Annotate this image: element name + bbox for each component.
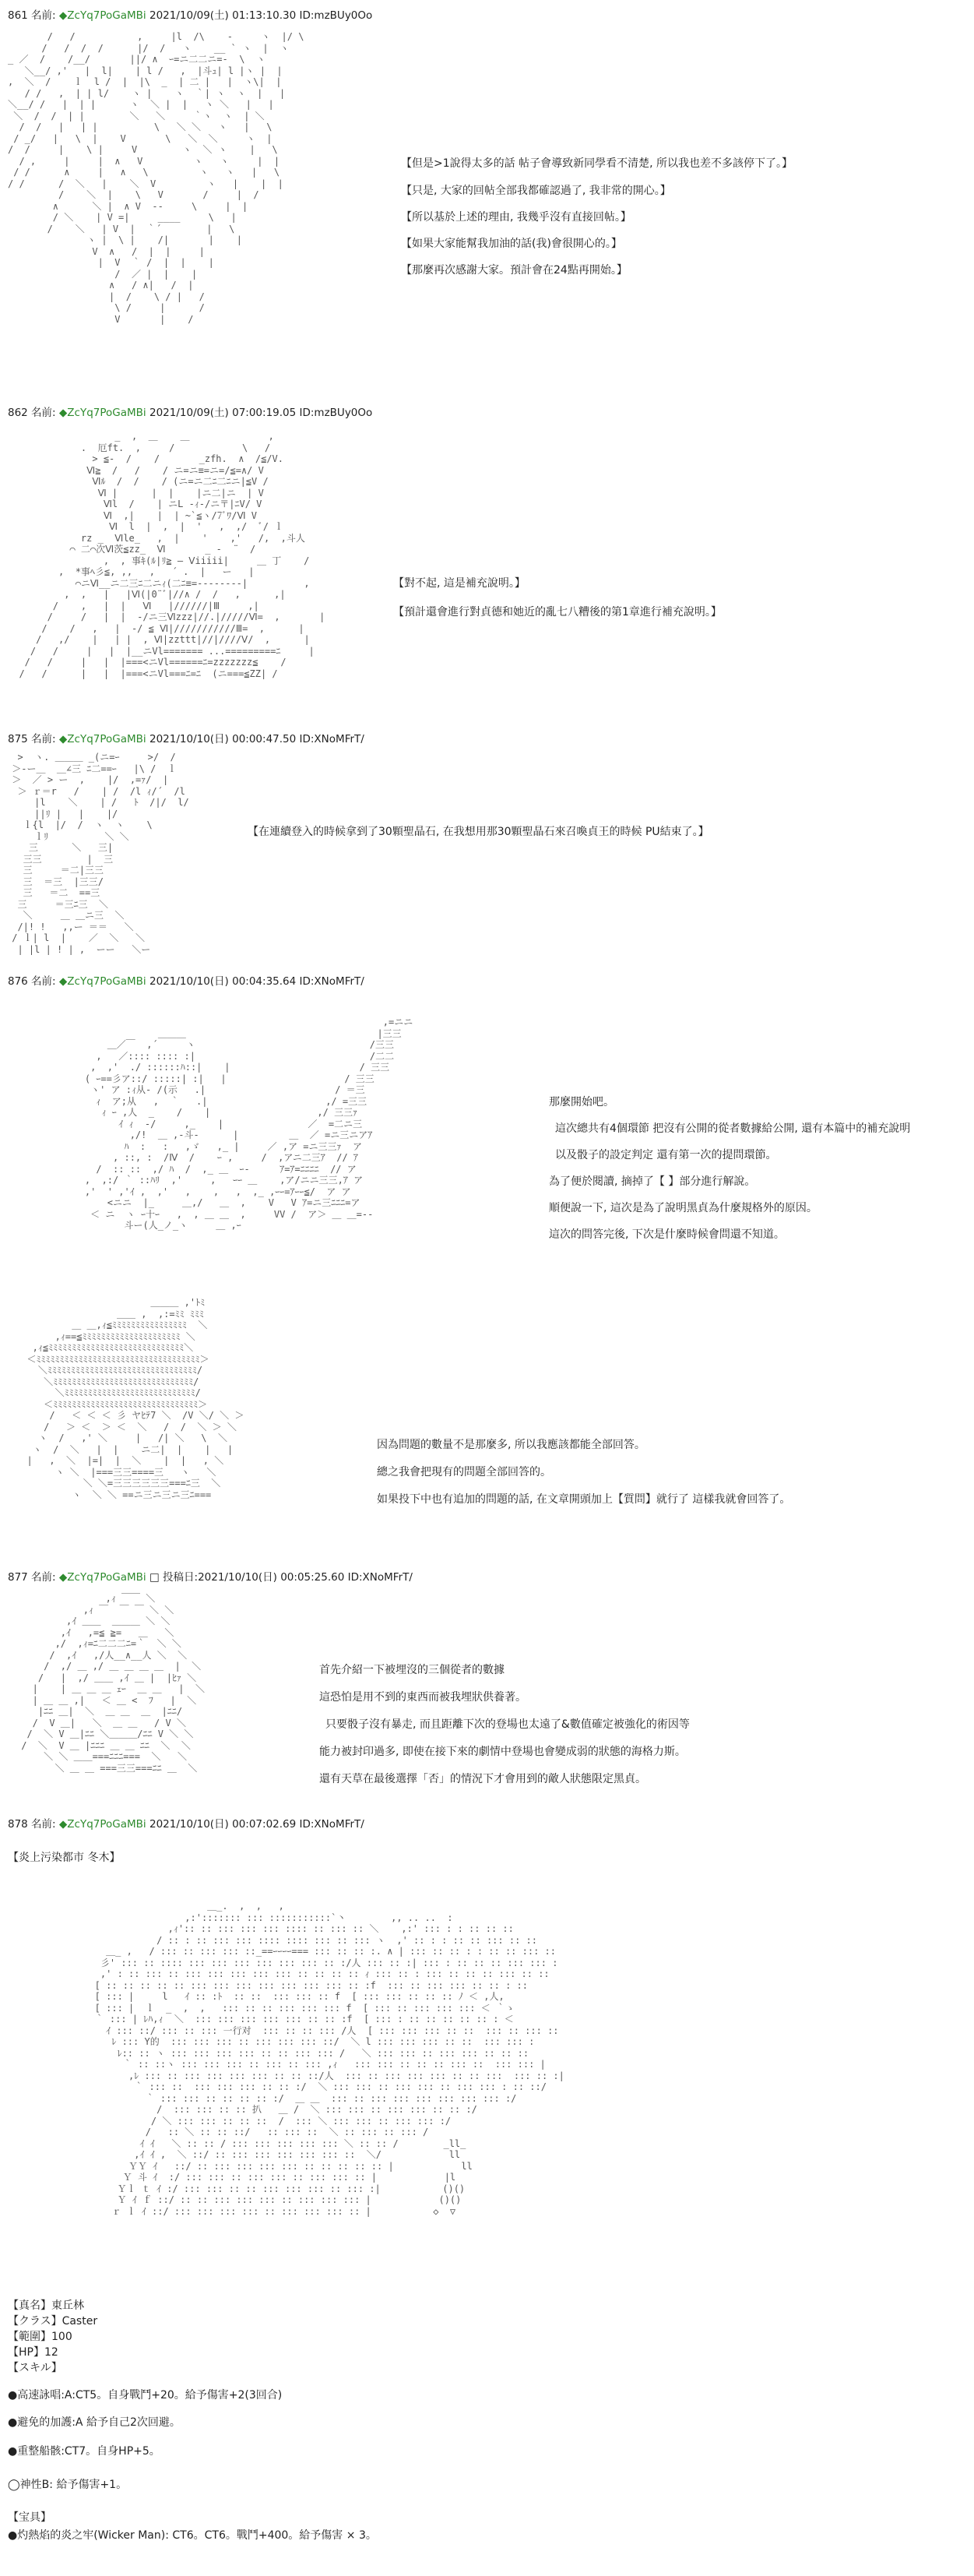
noble-phantasm-heading: 【宝具】 xyxy=(8,2511,51,2524)
stat-line: 【真名】東丘林 xyxy=(8,2299,84,2312)
post-line: 因為問題的數量不是那麼多, 所以我應該都能全部回答。 xyxy=(377,1439,645,1451)
post-number: 878 名前: xyxy=(8,1818,56,1831)
post-line: 【只是, 大家的回帖全部我都確認過了, 我非常的開心。】 xyxy=(401,185,671,197)
stat-line: 【範圍】100 xyxy=(8,2331,72,2343)
post-line: 【如果大家能幫我加油的話(我)會很開心的。】 xyxy=(401,238,622,250)
post-number: 877 名前: xyxy=(8,1571,56,1584)
post-line: 能力被封印過多, 即使在接下來的劇情中登場也會變成弱的狀態的海格力斯。 xyxy=(319,1746,686,1758)
post-line: 總之我會把現有的問題全部回答的。 xyxy=(377,1466,551,1478)
skill-line: ●高速詠唱:A:CT5。自身戰鬥+20。給予傷害+2(3回合) xyxy=(8,2389,283,2402)
stat-line: 【クラス】Caster xyxy=(8,2315,98,2328)
post-number: 862 名前: xyxy=(8,407,56,419)
ascii-art: ,ｨ ￣￣ ＼ ,ｨ ￣ ￣ ￣ ＼ ＼ ,ｲ ＿＿ ＿＿＿ ＼ ＼ ,ｲ ,=≦ ≧= ＿ ＼ ,/ ,ｨ=ﾆ二二二ﾆ=｀ ＼ ＼ / ,ｲ ,/人__∧__人 ＼ ＼ / ,/ ＿ ,/ ＿ ＿ ＿ ＿ | ＼ / | ,/ ＿＿ ,ｲ ＿ | |ﾋｧ ＼ | | ＿ ＿ ＿ ｪｰ ＿ ＿ | ＼ | ＿ ＿ ,| ＜ ＿ < ﾌ | ＼ |ﾆﾆ ＿| ＼ ＿ ＿ ＿ |ﾆﾆ/ / V ＿| ＼ ＿ ＿ / V ＼ / ＼ V ＿|ﾆﾆ ＼＿＿＿/ﾆﾆ V ＼ ＼ / ＼ V ＿ |ﾆﾆﾆ ＿ ＿ ﾆﾆ ＼ ＼ ＼ ＼ ＿＿===ﾆﾆﾆ=== ＼ ＼ ＼ ＿ ＿ ===三三===ﾆﾆ ＿ ＼ xyxy=(21,1593,205,1774)
skill-line: ●避免的加護:A 給予自己2次回避。 xyxy=(8,2416,181,2429)
ascii-art: ＿＿＿ ,'ﾄﾐ ＿＿ , ,:=ﾐﾐ ﾐﾐﾐ ＿ ＿,ｨ≦ﾐﾐﾐﾐﾐﾐﾐﾐﾐﾐﾐﾐﾐﾐﾐﾐ ＼ ,ｨ==≦ﾐﾐﾐﾐﾐﾐﾐﾐﾐﾐﾐﾐﾐﾐﾐﾐﾐﾐﾐﾐﾐ ＼ ,ｨ≦ﾐﾐﾐﾐﾐﾐﾐﾐﾐﾐﾐﾐﾐﾐﾐﾐﾐﾐﾐﾐﾐﾐﾐﾐﾐﾐﾐﾐﾐ＼ ＜ﾐﾐﾐﾐﾐﾐﾐﾐﾐﾐﾐﾐﾐﾐﾐﾐﾐﾐﾐﾐﾐﾐﾐﾐﾐﾐﾐﾐﾐﾐﾐﾐﾐﾐﾐ＞ ＼ﾐﾐﾐﾐﾐﾐﾐﾐﾐﾐﾐﾐﾐﾐﾐﾐﾐﾐﾐﾐﾐﾐﾐﾐﾐﾐﾐﾐﾐﾐﾐﾐ/ ＼ﾐﾐﾐﾐﾐﾐﾐﾐﾐﾐﾐﾐﾐﾐﾐﾐﾐﾐﾐﾐﾐﾐﾐﾐﾐﾐﾐﾐﾐﾐ/ ＼ﾐﾐﾐﾐﾐﾐﾐﾐﾐﾐﾐﾐﾐﾐﾐﾐﾐﾐﾐﾐﾐﾐﾐﾐﾐﾐﾐﾐ/ ＜ﾐﾐﾐﾐﾐﾐﾐﾐﾐﾐﾐﾐﾐﾐﾐﾐﾐﾐﾐﾐﾐﾐﾐﾐﾐﾐﾐﾐﾐﾐﾐ＞ / ＜ ＜ ＜ 彡 ヤﾋﾃ7 ＼ /V ＼/ ＼ ＞ / ＞ ＜ ＞ ＜ ＼ / / ＼ ＞ ＼ ヽ / ,' ＼ | /| ＼ \ ＼ ヽ / ＼ | | ニ二| | | | | , ＼ |=| | ＼ | | , ＼ ヽ ＼ |===三三====三 ヽ ＼ ＼ ＼=三三三三三三===ﾆ三 ＼ ヽ ＼ ＼ ==ニ三ニ三ニ三ﾆ=== xyxy=(26,1297,244,1500)
ascii-art: > ヽ. ＿＿＿ _(ニ=ｰ >/ / ＞-ー＿ ＿∠三 ﾆ二==ｰ |\ / ｌ ＞ ／ > ー , |/ ,=ｧ/ | ＞ ｒ＝r / | / /l ｨ/´ /l |l ＼ | / ﾄ /|/ l/ ||ﾘ | | |/ ｌ{l |/ / ヽ ヽ \ ｌﾘ ＼ ＼ 三 ＼ 三| 三三 | 三 三 ＝二|三三 三 ＝三 |三三/ 三 ＝二 ==三 三 ＝三ﾆ三 ＼ ＼ ＿ ＿ニ三 ＼ /|! ! ,,ー ＝＝ ＼ / ｌ| l | ／ ＼ ＼ | |l | ! | , ーー ＼ー xyxy=(12,752,189,955)
post-line: 以及骰子的設定判定 還有第一次的提問環節。 xyxy=(555,1149,777,1161)
stat-line: 【スキル】 xyxy=(8,2362,62,2374)
ascii-art: ,=ニニ ＿＿＿ |三三 ＿／￣ ,´ ヽ /三三 , ／:::: :::: :| /二二 , ,' ./ ::::::ﾊ::| | / 三三 ( ｰ==彡ア::/ :::::| :| | / 三三 ヽ' ア :ｨ从- /(示 .| / ＝三 ｨ ア;从 , ｀ .| ,/ =三三 ｨ ｰ ,人 _ / | ,/ 三三ｧ ｲ ｨ -/ ,_ | ／ =二ニ三 ,/! ＿ ,-斗- | ＿ ／ =ニ三ニアｱ ﾊ : : ,ゞ ,_ | ／ ,ア =ニ三三ｧ ア , ::, : /Ⅳ / ｰ , / ,アニ二三ｱ // ｱ / :: :: ,/ ﾊ / ,_ ＿ ｰ- ｱ=ｱ=ﾆﾆﾆﾆ // ア , ,:/ ｀ ::ﾊﾘ ,' , ｰｰ ＿ ,ア/ニニ三三,ｱ ア ,' ' ,'ｲ , ,' , , , ,_ ,ｰｰ=ｱｰｰ≦/ ア ア <ニニ |_ ＿,/ ＿ , V V ｱ=ニ三ﾆﾆﾆ=ア ＜ ニ ヽ ｰ十ｰ , , ＿ ＿ , VV / ア＞ ＿ ＿=-- 斗ー(人_ノ_ヽ ＿ ,ｰ xyxy=(84,1017,413,1231)
post-date: 2021/10/10(日) 00:04:35.64 ID:XNoMFrT/ xyxy=(149,975,364,988)
post-header xyxy=(8,6,372,22)
post-date: 2021/10/09(土) 07:00:19.05 ID:mzBUy0Oo xyxy=(149,407,373,419)
post-line: 只要骰子沒有暴走, 而且距離下次的登場也太遠了&數值確定被強化的術因等 xyxy=(325,1718,690,1731)
poster-name[interactable]: ◆ZcYq7PoGaMBi xyxy=(58,1571,146,1584)
post-line: 這次總共有4個環節 把沒有公開的從者數據給公開, 還有本篇中的補充說明 xyxy=(555,1122,911,1135)
post-line: 【對不起, 這是補充說明。】 xyxy=(393,577,526,590)
post-number: 876 名前: xyxy=(8,975,56,988)
post-line: 還有天草在最後選擇「否」的情況下才會用到的敵人狀態限定黑貞。 xyxy=(319,1773,646,1785)
post-line: 【預計還會進行對貞德和她近的亂七八糟後的第1章進行補充說明。】 xyxy=(393,606,722,618)
post-date: 2021/10/10(日) 00:07:02.69 ID:XNoMFrT/ xyxy=(149,1818,364,1831)
post-line: 【在連續登入的時候拿到了30顆聖晶石, 在我想用那30顆聖晶石來召喚貞王的時候 PU結束了。】 xyxy=(248,826,709,838)
post-header xyxy=(8,972,364,988)
post-line: 首先介紹一下被埋沒的三個從者的數據 xyxy=(319,1664,505,1676)
post-line: 這恐怕是用不到的東西而被我埋狀供養著。 xyxy=(319,1691,526,1704)
skill-line: ◯神性B: 給予傷害+1。 xyxy=(8,2479,128,2491)
post-number: 861 名前: xyxy=(8,9,56,22)
post-line: 【那麼再次感謝大家。預計會在24點再開始。】 xyxy=(401,264,628,277)
poster-name[interactable]: ◆ZcYq7PoGaMBi xyxy=(58,9,146,22)
poster-name[interactable]: ◆ZcYq7PoGaMBi xyxy=(58,407,146,419)
poster-name[interactable]: ◆ZcYq7PoGaMBi xyxy=(58,975,146,988)
post-line: 【但是>1說得太多的話 帖子會導致新同學看不清楚, 所以我也差不多該停下了。】 xyxy=(401,157,793,170)
post-line: 順便說一下, 這次是為了說明黑貞為什麼規格外的原因。 xyxy=(549,1202,818,1214)
post-header xyxy=(8,1568,413,1584)
ascii-art: ＿_. , , , ,:'::::::: ::: :::::::::::`丶 ,, .. .. : ,ｨ':: :: ::: ::: ::: :::: :: ::: :: ＼ ,:' ::: : : :: :: :: / :: : :: ::: ::: :::: :::: ::: :: ::: ヽ ,' :: : : :: :: ::: :: :: ＿_ , / ::: :: ::: ::: ::_==ｰｰｰｰ=== ::: :: :: :. ∧ | ::: :: :: : : :: :: ::: :: 彡' ::: :: :::: ::: ::: ::: ::: ::: ::: :: :/人 ::: :: :| ::: : :: :: :: ::: ::: : ,' : :: ::: :: ::: ::: ::: ::: ::: :: :: :: :: ｨ ::: :: : ::: :: :: :: ::: :: :: [ :: :: :: :: :: ::: ::: ::: ::: ::: ::: ::: :: :f ::: :: ::: ::: :: :: : :: [ ::: | l ｲ :: :ﾄ :: :: ::: ::: :: f [ ::: ::: :: :: :: ﾉ ＜ ,人, [ ::: | ｌ _ , , ::: :: :: ::: ::: ::: f [ ::: :: ::: ::: ::: ＜ ｀ゝ ｀ ::: | ﾚﾊ,ｨ ＼ ::: ::: ::: ::: ::: :: :: :f [ ::: : :: :: :: :: :: : ＜ ｲ ::: ::/ ::: :: ::: 一行对 ::: :: :: ::: /人 [ ::: ::: ::: :: :: ::: :: ::: :: ﾚ ::: Y的 ::: ::: ::: :: ::: ::: ::: ::/ ＼ l ::: ::: ::: :: :: ::: ::: : ﾚ:: :: ヽ ::: ::: ::: ::: :: :: ::: ::: / ＼ ::: ::: :: ::: ::: :: :: :: ｀ :: ::ヽ ::: ::: ::: :: ::: :: ::: ,ｨ ::: ::: :: :: :: ::: :: ::: ::: | ,ﾚ ::: :: ::: ::: ::: ::: :: :: ::/人 ::: :: ::: ::: ::: :: :: ::: ::: :: :| ｀ ::: :: ::: ::: ::: :: :: :/ ＼ ::: ::: :: ::: ::: :: ::: ::: : :: ::/ ｀ ::: ::: :: :: :: :: :/ ＿ ＿ ::: :: ::: ::: ::: ::: ::: ::: :/ / ::: ::: :: :: 扒 ＿ / ＼ ::: ::: :: ::: ::: :: :: :/ / ＼ ::: ::: :: :: :: / ::: ＼ ::: ::: :: ::: ::: :/ / :: ＼ :: :: ::/ :: ::: :: ＼ :: ::: :: ::: / ｲ ｲ ＼ :: :: / ::: ::: ::: ::: ::: ＼ :: :: / _ll_ ,ｲ ｲ , ＼ ::/ :: ::: ::: ::: ::: ::: :: ＼/ ll ＹＹ ｲ ::/ :: ::: ::: ::: ::: :: :: :: :: :: | ll Ｙ 斗 ｲ :/ ::: ::: :: ::: ::: :: ::: ::: :: | |l Ｙｌ ｔ ｲ :/ ::: ::: :: :: ::: ::: ::: :: ::: :| ()() Ｙ ｲ ｆ ::/ :: :: ::: ::: ::: :: ::: ::: ::: | ()() ｒ ｌ ｲ ::/ ::: ::: ::: ::: :: ::: ::: ::: :: | ◇ ▽ xyxy=(94,1901,564,2217)
skill-line: ●重整船骸:CT7。自身HP+5。 xyxy=(8,2445,160,2458)
noble-phantasm-line: ●灼熱焰的炎之牢(Wicker Man): CT6。CT6。戰鬥+400。給予傷害 × 3。 xyxy=(8,2529,377,2542)
ascii-art: / / , |l /\ - ヽ |/ \ / / / / |/ / ヽ __ ` ヽ | ヽ _ ／ / /__/ ||/ ∧ ｰ=ニ二二ニ=- \ ヽ ＼__/ ,' | l| | l / , |斗ｭ| l |ヽ | | , ＼ / ｌ l / | |\ _ | 二 | | ヽ\| | / / , | | l/ ヽ | ヽ ｀| ヽ ヽ | | ＼__/ / | | | ヽ ＼ | | ヽ ＼ | | ＼ / / | | ＼ ＼ ｀ヽ ヽ | ＼ / / | | | \ ＼ ＼ ヽ | \ / _/ | \ | V \ ＼ ＼ ヽ | / / | \ | V ヽ ＼ ヽ | \ / , | | ∧ V ヽ ヽ | | / / ∧ | ∧ \ ヽ ヽ | \ / / / ＼ | ＼ V ヽ | | | / ＼ | \ V / | / ∧ ＼ | ∧ V -‐ \ | | / ＼ | V =| ____ \ | / ＼ | V | ｀´ | \ ヽ | \ | /| | | V ∧ / | | | | V ｀ / | | | / ／ | | | ∧ / ∧| / | | / \ / | / \ / | / V | / xyxy=(8,31,304,325)
poster-name[interactable]: ◆ZcYq7PoGaMBi xyxy=(58,733,146,745)
post-date: 2021/10/09(土) 01:13:10.30 ID:mzBUy0Oo xyxy=(149,9,373,22)
post-line: 【所以基於上述的理由, 我幾乎沒有直接回帖。】 xyxy=(401,211,631,224)
ascii-art: _ , ＿ ＿ , . 厄ft. , / \ / > ≦- / / _zfh. ∧ /≦/V. Ⅵ≧ / / / ニ=ニ≡=ニ=/≦=∧/ V Ⅵﾙ / / / (ニ=ニ二ﾆ二ﾆニ|≦V / Ⅵ | | | |ニ二|ニ | V Ⅵl / | ニL -ｨ-/ニ〒|ﾆV/ V Ⅵ ,| | | ~`≦ヽ/7ﾞﾜ/Ⅵ V Ⅵ l | , | ' , ,/ ﾞ/ ｌ rz _ Ⅵle_ , | ' ,' /, ,斗人 ⌒ 二⌒次Ⅵ茨≦zz_ Ⅵ _ - ¨ / , , 事ｷ(ﾙ|ﾘ≧ ― Ⅴiiiii| ＿ 丁 / , *事ﾍ彡≦, ,, , ´ . | ー | ⌒ニⅥ__ニ二三ﾆ二ニｨ(二ﾆ≡=--------| , , , | |Ⅵ(|0¨ﾞ|//∧ / / , ,| / , | | Ⅵ |//////|Ⅲ ,| / / | | -/ニ三Ⅵzzz|//.|/////Ⅵ= , | / / , | -/ ≦ Ⅵ|///////////Ⅲ= , | / ,/ | | | , Ⅵ|zzttt|//|////Ⅴ/ , | / / | | |__ニVl======= ...=========ﾆ | / / | | |===<ニVl======ﾆ=zzzzzzz≦ / / / | | |===<ニVl===ﾆ=ﾆ (ニ===≦ZZ| / xyxy=(19,431,325,679)
post-header xyxy=(8,403,372,419)
post-header xyxy=(8,730,364,745)
post-line: 這次的問答完後, 下次是什麼時候會問還不知道。 xyxy=(549,1228,785,1241)
post-date: 2021/10/10(日) 00:00:47.50 ID:XNoMFrT/ xyxy=(149,733,364,745)
post-date: □ 投稿日:2021/10/10(日) 00:05:25.60 ID:XNoMFrT/ xyxy=(149,1571,413,1584)
post-line: 為了便於閱讀, 摘掉了【 】部分進行解說。 xyxy=(549,1175,756,1188)
post-number: 875 名前: xyxy=(8,733,56,745)
poster-name[interactable]: ◆ZcYq7PoGaMBi xyxy=(58,1818,146,1831)
location-title: 【炎上污染都市 冬木】 xyxy=(8,1852,121,1864)
stat-line: 【HP】12 xyxy=(8,2346,58,2359)
post-line: 那麼開始吧。 xyxy=(549,1096,614,1108)
post-line: 如果投下中也有追加的問題的話, 在文章開頭加上【質問】就行了 這樣我就會回答了。 xyxy=(377,1493,791,1506)
post-header xyxy=(8,1815,364,1831)
